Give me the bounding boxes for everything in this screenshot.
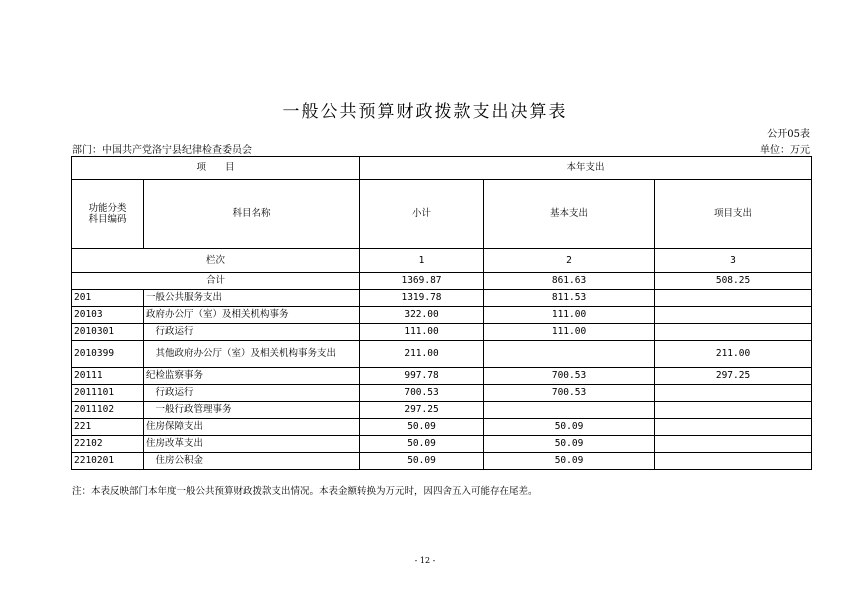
data-rows [72,290,812,470]
row-basic [484,341,655,368]
total-basic: 861.63 [484,273,655,290]
row-project [655,307,812,324]
row-code: 2210201 [72,453,144,470]
row-name: 住房公积金 [144,453,360,470]
row-basic: 111.00 [484,307,655,324]
row-code: 20111 [72,368,144,385]
row-code: 2011102 [72,402,144,419]
total-project: 508.25 [655,273,812,290]
header-item: 项 目 [72,157,360,180]
table-row [72,453,812,470]
row-name: 纪检监察事务 [144,368,360,385]
row-subtotal: 50.09 [360,453,484,470]
row-project [655,324,812,341]
row-project: 297.25 [655,368,812,385]
row-project [655,402,812,419]
row-subtotal: 997.78 [360,368,484,385]
row-subtotal: 700.53 [360,385,484,402]
row-basic: 50.09 [484,436,655,453]
row-code: 2010399 [72,341,144,368]
header-row-2 [72,180,812,249]
row-basic: 700.53 [484,368,655,385]
column-number-row [72,249,812,273]
header-code [72,180,144,249]
row-project [655,385,812,402]
column-number-1: 1 [360,249,484,273]
row-basic: 811.53 [484,290,655,307]
row-code: 221 [72,419,144,436]
row-name: 政府办公厅（室）及相关机构事务 [144,307,360,324]
row-basic: 50.09 [484,419,655,436]
row-subtotal: 1319.78 [360,290,484,307]
row-subtotal: 322.00 [360,307,484,324]
total-subtotal: 1369.87 [360,273,484,290]
row-name: 一般行政管理事务 [144,402,360,419]
row-basic: 111.00 [484,324,655,341]
row-code: 201 [72,290,144,307]
table-row [72,436,812,453]
column-number-3: 3 [655,249,812,273]
row-basic: 50.09 [484,453,655,470]
header-subtotal: 小计 [360,180,484,249]
table-row [72,307,812,324]
header-current-year: 本年支出 [360,157,812,180]
row-subtotal: 297.25 [360,402,484,419]
header-code-line1: 功能分类 [88,202,127,214]
header-code-line2: 科目编码 [88,214,127,225]
form-number: 公开05表 [767,129,810,140]
row-name: 行政运行 [144,385,360,402]
row-code: 20103 [72,307,144,324]
page-title: 一般公共预算财政拨款支出决算表 [282,102,568,122]
row-subtotal: 50.09 [360,419,484,436]
header-name: 科目名称 [144,180,360,249]
row-subtotal: 211.00 [360,341,484,368]
footnote: 注：本表反映部门本年度一般公共预算财政拨款支出情况。本表金额转换为万元时，因四舍五入可能存在尾差。 [72,486,538,497]
row-name: 其他政府办公厅（室）及相关机构事务支出 [144,341,360,368]
total-label: 合计 [72,273,360,290]
row-project: 211.00 [655,341,812,368]
row-name: 住房改革支出 [144,436,360,453]
column-number-label: 栏次 [72,249,360,273]
header-project: 项目支出 [655,180,812,249]
row-subtotal: 50.09 [360,436,484,453]
row-code: 22102 [72,436,144,453]
row-project [655,436,812,453]
budget-table [71,156,812,470]
row-name: 住房保障支出 [144,419,360,436]
row-basic [484,402,655,419]
department-label: 部门：中国共产党洛宁县纪律检查委员会 [72,145,252,156]
row-project [655,453,812,470]
row-name: 一般公共服务支出 [144,290,360,307]
table-row [72,385,812,402]
unit-label: 单位：万元 [760,145,810,156]
table-row [72,419,812,436]
total-row [72,273,812,290]
row-code: 2010301 [72,324,144,341]
table-row [72,341,812,368]
table-row [72,324,812,341]
header-row-1 [72,157,812,180]
table-row [72,402,812,419]
table-row [72,368,812,385]
row-project [655,419,812,436]
row-name: 行政运行 [144,324,360,341]
row-basic: 700.53 [484,385,655,402]
header-basic: 基本支出 [484,180,655,249]
page-number: - 12 - [414,556,436,565]
table-row [72,290,812,307]
column-number-2: 2 [484,249,655,273]
row-code: 2011101 [72,385,144,402]
row-subtotal: 111.00 [360,324,484,341]
row-project [655,290,812,307]
